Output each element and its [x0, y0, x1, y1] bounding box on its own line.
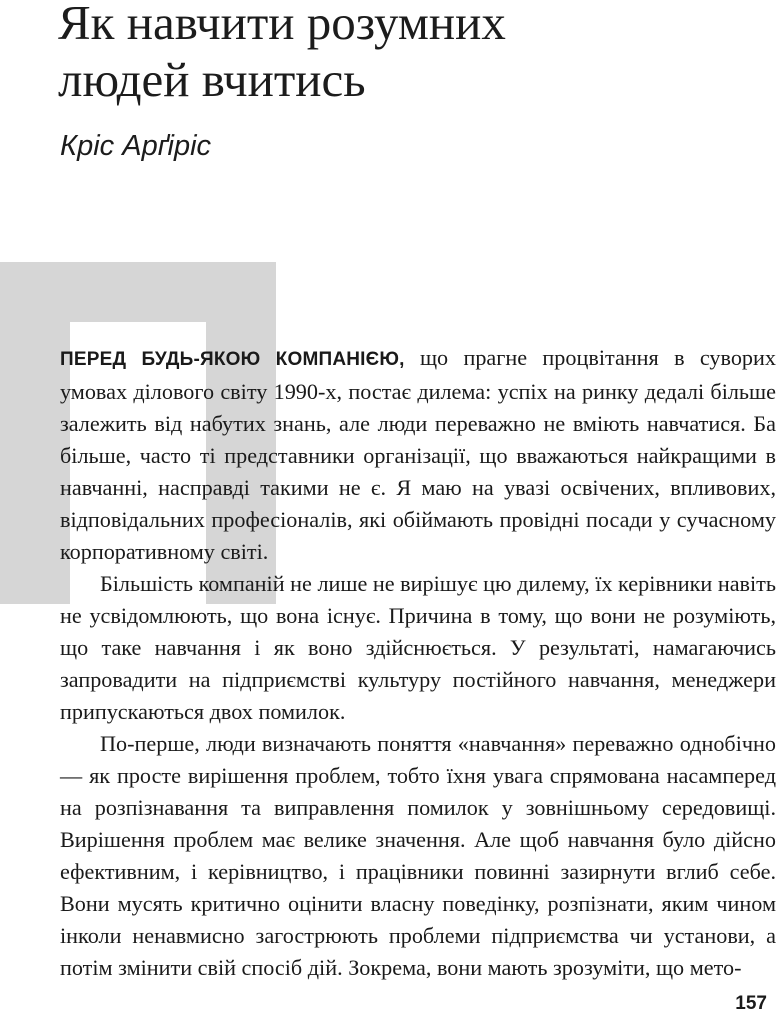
chapter-title-line-2: людей вчитись [58, 52, 366, 107]
author-name: Кріс Арґіріс [60, 130, 212, 162]
paragraph-1-text: що прагне процвітання в суворих умовах ділового світу 1990-х, постає дилема: успіх на ринку дедалі більше залежить від набутих знань, але люди переважно не вміють навчатися. Ба більше, часто ті представники організації, що вважаються найкращими в навчанні, насправді такими не є. Я маю на увазі освічених, впливових, відповідальних професіоналів, які обіймають провідні посади у сучасному корпоративному світі. [60, 345, 776, 564]
chapter-title-line-1: Як навчити розумних [58, 0, 506, 50]
paragraph-3: По-перше, люди визначають поняття «навчання» переважно однобічно — як просте вирішення проблем, тобто їхня увага спрямована насамперед на розпізнавання та виправлення помилок у зовнішньому середовищі. Вирішення проблем має велике значення. Але щоб навчання було дійсно ефективним, і керівництво, і працівники повинні зазирнути вглиб себе. Вони мусять критично оцінити власну поведінку, розпізнати, яким чином інколи ненавмисно загострюють проблеми підприємства чи установи, а потім змінити свій спосіб дій. Зокрема, вони мають зрозуміти, що мето- [60, 731, 776, 980]
chapter-title [58, 0, 758, 108]
paragraph-2: Більшість компаній не лише не вирішує цю дилему, їх керівники навіть не усвідомлюють, що вона існує. Причина в тому, що вони не розуміють, що таке навчання і як воно здійснюється. У результаті, намагаючись запровадити на підприємстві культуру постійного навчання, менеджери припускаються двох помилок. [60, 571, 776, 724]
body-text [60, 342, 776, 984]
page-number: 157 [735, 993, 767, 1014]
paragraph-1 [60, 342, 776, 568]
lead-in-caps: ПЕРЕД БУДЬ-ЯКОЮ КОМПАНІЄЮ, [60, 349, 405, 370]
